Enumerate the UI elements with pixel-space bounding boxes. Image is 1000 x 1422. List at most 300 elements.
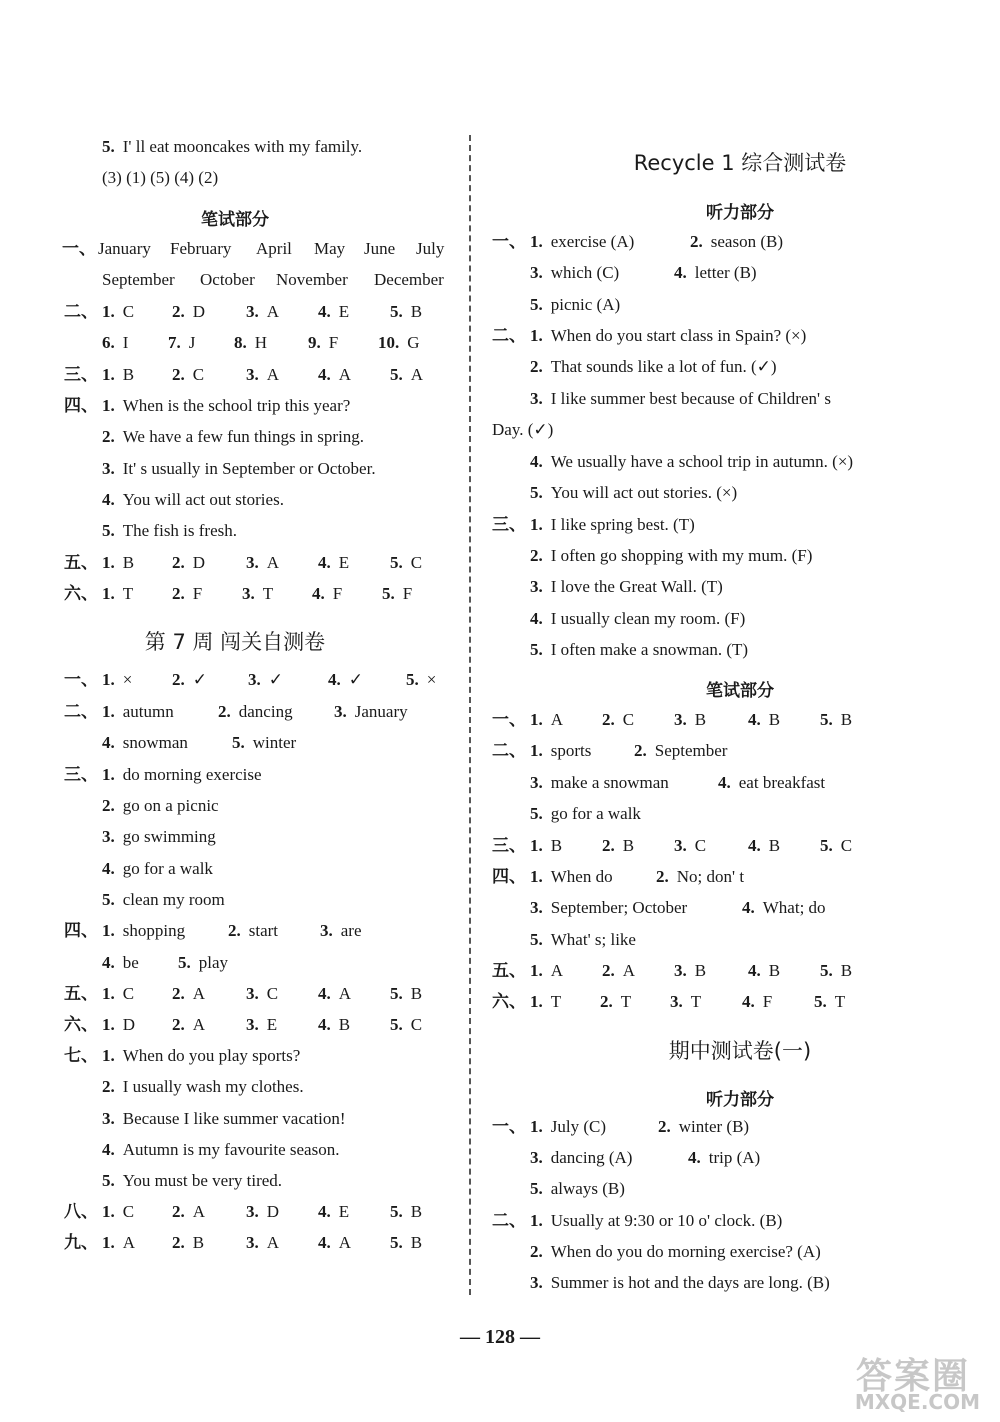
month-word: September — [102, 270, 175, 289]
item-number: 3. — [246, 365, 259, 384]
item-text: B — [768, 836, 781, 855]
answer-item — [390, 552, 422, 574]
item-number: 2. — [102, 427, 115, 446]
answer-item — [102, 332, 128, 354]
item-number: 4. — [312, 584, 325, 603]
answer-item — [530, 991, 561, 1013]
item-text: A — [550, 961, 564, 980]
item-text: T — [690, 992, 702, 1011]
item-number: 5. — [530, 483, 543, 502]
item-text: T — [620, 992, 632, 1011]
item-text: I usually wash my clothes. — [122, 1077, 304, 1096]
item-number: 1. — [530, 232, 543, 251]
answer-item — [102, 669, 132, 691]
item-number: 5. — [390, 1202, 403, 1221]
section-number: 二、 — [492, 1211, 526, 1231]
section-heading-listening: 听力部分 — [706, 203, 774, 223]
item-number: 2. — [656, 867, 669, 886]
item-number: 4. — [688, 1148, 701, 1167]
item-number: 4. — [748, 836, 761, 855]
item-number: 5. — [820, 710, 833, 729]
item-text: C — [266, 984, 279, 1003]
item-number: 1. — [530, 741, 543, 760]
item-number: 2. — [172, 553, 185, 572]
answer-item — [318, 301, 349, 323]
item-text: which (C) — [550, 263, 620, 282]
item-number: 5. — [390, 1015, 403, 1034]
item-number: 3. — [530, 773, 543, 792]
item-text: snowman — [122, 733, 188, 752]
month-word: October — [200, 270, 255, 289]
item-number: 4. — [674, 263, 687, 282]
answer-item — [530, 740, 591, 762]
answer-item — [390, 1201, 422, 1223]
answer-item — [748, 960, 780, 982]
answer-row — [492, 419, 553, 441]
item-text: B — [410, 1202, 423, 1221]
answer-item — [234, 332, 267, 354]
item-text: go for a walk — [122, 859, 213, 878]
item-number: 1. — [102, 1046, 115, 1065]
answer-item — [102, 1045, 300, 1067]
answer-item — [102, 1232, 135, 1254]
item-text: D — [122, 1015, 136, 1034]
watermark-text: 答案圈 — [855, 1356, 970, 1397]
watermark-logo — [810, 1348, 980, 1412]
item-text: E — [338, 1202, 350, 1221]
answer-item — [102, 920, 185, 942]
item-text: A — [550, 710, 564, 729]
item-text: You must be very tired. — [122, 1171, 283, 1190]
item-number: 5. — [390, 1233, 403, 1252]
item-number: 2. — [634, 741, 647, 760]
answer-item — [246, 1014, 277, 1036]
item-text: A — [192, 984, 206, 1003]
answer-item — [102, 732, 188, 754]
item-number: 1. — [102, 1202, 115, 1221]
item-number: 3. — [530, 389, 543, 408]
item-text: A — [338, 984, 352, 1003]
item-text: B — [410, 984, 423, 1003]
item-number: 4. — [718, 773, 731, 792]
item-number: 2. — [218, 702, 231, 721]
answer-item — [318, 1014, 350, 1036]
item-number: 2. — [172, 365, 185, 384]
answer-item — [178, 952, 228, 974]
answer-item — [602, 709, 634, 731]
answer-item — [246, 1232, 279, 1254]
answer-item — [102, 583, 133, 605]
item-text: That sounds like a lot of fun. (✓) — [550, 357, 777, 376]
item-number: 4. — [328, 670, 341, 689]
item-text: I love the Great Wall. (T) — [550, 577, 723, 596]
answer-item — [530, 545, 812, 567]
item-number: 4. — [318, 1015, 331, 1034]
item-number: 3. — [334, 702, 347, 721]
item-text: D — [192, 302, 206, 321]
item-text: No; don' t — [676, 867, 745, 886]
item-text: I often go shopping with my mum. (F) — [550, 546, 813, 565]
item-number: 4. — [748, 961, 761, 980]
answer-item — [228, 920, 278, 942]
section-number: 一、 — [62, 239, 96, 259]
answer-item — [670, 991, 701, 1013]
item-number: 4. — [102, 859, 115, 878]
section-number: 三、 — [492, 836, 526, 856]
item-text: When do you play sports? — [122, 1046, 301, 1065]
item-number: 2. — [172, 670, 185, 689]
section-number: 五、 — [64, 553, 98, 573]
answer-item — [530, 709, 563, 731]
item-text: I usually clean my room. (F) — [550, 609, 746, 628]
section-number: 二、 — [64, 302, 98, 322]
item-text: make a snowman — [550, 773, 669, 792]
answer-item — [530, 451, 853, 473]
section-number: 二、 — [492, 326, 526, 346]
item-text: ✓ — [268, 670, 283, 689]
item-text: You will act out stories. — [122, 490, 284, 509]
item-text: What' s; like — [550, 930, 636, 949]
answer-item — [102, 952, 139, 974]
item-text: be — [122, 953, 139, 972]
item-text: T — [122, 584, 134, 603]
item-number: 5. — [814, 992, 827, 1011]
answer-item — [102, 858, 213, 880]
item-text: G — [407, 333, 420, 352]
answer-item — [102, 826, 216, 848]
item-number: 2. — [172, 302, 185, 321]
item-text: winter — [252, 733, 297, 752]
answer-item — [242, 583, 273, 605]
answer-item — [690, 231, 783, 253]
item-number: 1. — [530, 326, 543, 345]
item-text: J — [188, 333, 196, 352]
item-number: 1. — [102, 553, 115, 572]
item-number: 5. — [390, 553, 403, 572]
answer-item — [634, 740, 727, 762]
answer-item — [318, 364, 351, 386]
item-number: 3. — [102, 459, 115, 478]
item-text: I often make a snowman. (T) — [550, 640, 749, 659]
item-number: 2. — [530, 546, 543, 565]
month-word: January — [98, 239, 151, 258]
answer-item — [600, 991, 631, 1013]
item-text: B — [122, 365, 135, 384]
answer-item — [602, 960, 635, 982]
section-number: 九、 — [64, 1233, 98, 1253]
item-number: 5. — [102, 890, 115, 909]
item-number: 4. — [530, 609, 543, 628]
section-number: 四、 — [64, 396, 98, 416]
item-text: We usually have a school trip in autumn. (×) — [550, 452, 854, 471]
item-text: January — [354, 702, 408, 721]
item-text: D — [192, 553, 206, 572]
item-text: C — [622, 710, 635, 729]
item-number: 3. — [102, 1109, 115, 1128]
answer-item — [102, 1201, 134, 1223]
answer-item — [390, 1014, 422, 1036]
answer-item — [530, 1272, 830, 1294]
item-number: 3. — [530, 1273, 543, 1292]
answer-item — [172, 983, 205, 1005]
item-text: The fish is fresh. — [122, 521, 238, 540]
item-text: You will act out stories. (×) — [550, 483, 738, 502]
page-number: — 128 — — [460, 1326, 540, 1348]
answer-item — [674, 960, 706, 982]
section-number: 一、 — [492, 232, 526, 252]
section-heading-written: 笔试部分 — [706, 681, 774, 701]
item-number: 1. — [102, 702, 115, 721]
answer-item — [102, 395, 350, 417]
item-text: F — [332, 584, 343, 603]
item-text: B — [192, 1233, 205, 1252]
answer-item — [390, 983, 422, 1005]
item-number: 2. — [600, 992, 613, 1011]
item-text: dancing — [238, 702, 293, 721]
item-number: 2. — [102, 1077, 115, 1096]
item-text: T — [834, 992, 846, 1011]
answer-item — [530, 388, 831, 410]
answer-item — [688, 1147, 760, 1169]
item-number: 5. — [102, 1171, 115, 1190]
answer-item — [530, 356, 777, 378]
answer-item — [102, 764, 262, 786]
item-text: When do — [550, 867, 613, 886]
answer-item — [530, 1116, 606, 1138]
item-text: B — [622, 836, 635, 855]
answer-item — [674, 709, 706, 731]
section-number: 三、 — [64, 365, 98, 385]
month-word: June — [364, 239, 396, 258]
item-text: B — [550, 836, 563, 855]
answer-item — [102, 458, 376, 480]
answer-item — [102, 983, 134, 1005]
section-number: 八、 — [64, 1202, 98, 1222]
item-text: winter (B) — [678, 1117, 750, 1136]
item-number: 2. — [172, 1015, 185, 1034]
answer-item — [814, 991, 845, 1013]
item-number: 4. — [102, 953, 115, 972]
item-number: 4. — [102, 490, 115, 509]
section-heading-listening: 听力部分 — [706, 1090, 774, 1110]
item-number: 5. — [530, 640, 543, 659]
item-number: 2. — [602, 836, 615, 855]
item-text: We have a few fun things in spring. — [122, 427, 365, 446]
watermark-site: MXQE.COM — [854, 1390, 980, 1414]
item-number: 5. — [530, 930, 543, 949]
item-text: C — [122, 984, 135, 1003]
item-number: 2. — [102, 796, 115, 815]
answer-item — [218, 701, 293, 723]
item-text: ✓ — [192, 670, 207, 689]
answer-item — [530, 608, 745, 630]
section-number: 四、 — [492, 867, 526, 887]
answer-item — [820, 709, 852, 731]
answer-item — [308, 332, 338, 354]
item-text: A — [192, 1015, 206, 1034]
item-number: 3. — [246, 302, 259, 321]
item-text: × — [122, 670, 133, 689]
item-text: When do you do morning exercise? (A) — [550, 1242, 821, 1261]
item-text: T — [550, 992, 562, 1011]
answer-item — [318, 552, 349, 574]
item-text: Autumn is my favourite season. — [122, 1140, 340, 1159]
answer-item — [320, 920, 362, 942]
item-text: T — [262, 584, 274, 603]
item-number: 4. — [102, 733, 115, 752]
item-text: ✓ — [348, 670, 363, 689]
item-number: 1. — [530, 867, 543, 886]
month-word: February — [170, 239, 232, 258]
item-text: A — [338, 1233, 352, 1252]
answer-item — [172, 364, 204, 386]
column-divider — [469, 135, 471, 1295]
item-text: C — [122, 302, 135, 321]
item-number: 10. — [378, 333, 400, 352]
item-text: A — [192, 1202, 206, 1221]
item-number: 3. — [102, 827, 115, 846]
answer-item — [102, 364, 134, 386]
item-number: 2. — [172, 1233, 185, 1252]
answer-item — [674, 835, 706, 857]
item-text: H — [254, 333, 268, 352]
item-number: 2. — [530, 357, 543, 376]
item-number: 3. — [530, 898, 543, 917]
week-7-title: 第 7 周 闯关自测卷 — [144, 630, 326, 654]
item-text: autumn — [122, 702, 174, 721]
item-number: 1. — [102, 1015, 115, 1034]
item-number: 5. — [530, 1179, 543, 1198]
item-text: go on a picnic — [122, 796, 219, 815]
item-text: C — [410, 553, 423, 572]
item-number: 4. — [102, 1140, 115, 1159]
item-number: 1. — [530, 961, 543, 980]
answer-item — [246, 1201, 279, 1223]
item-number: 2. — [172, 984, 185, 1003]
item-number: 8. — [234, 333, 247, 352]
answer-item — [318, 1232, 351, 1254]
item-text: F — [192, 584, 203, 603]
item-number: 5. — [102, 137, 115, 156]
item-text: F — [328, 333, 339, 352]
answer-item — [102, 1139, 339, 1161]
section-number: 二、 — [64, 702, 98, 722]
answer-item — [172, 1014, 205, 1036]
section-number: 六、 — [492, 992, 526, 1012]
item-number: 4. — [318, 1233, 331, 1252]
item-text: (3) (1) (5) (4) (2) — [102, 168, 219, 187]
answer-row — [102, 136, 362, 158]
answer-item — [748, 835, 780, 857]
item-number: 5. — [530, 295, 543, 314]
answer-item — [658, 1116, 749, 1138]
answer-item — [172, 1201, 205, 1223]
item-number: 3. — [246, 984, 259, 1003]
answer-item — [530, 294, 620, 316]
item-text: It' s usually in September or October. — [122, 459, 376, 478]
answer-item — [172, 583, 202, 605]
answer-item — [530, 325, 806, 347]
item-text: B — [410, 302, 423, 321]
item-text: always (B) — [550, 1179, 625, 1198]
section-number: 五、 — [64, 984, 98, 1004]
answer-item — [318, 983, 351, 1005]
item-text: I like spring best. (T) — [550, 515, 695, 534]
item-text: × — [426, 670, 437, 689]
answer-item — [172, 552, 205, 574]
item-number: 3. — [246, 1015, 259, 1034]
answer-item — [318, 1201, 349, 1223]
answer-item — [102, 301, 134, 323]
answer-item — [530, 639, 748, 661]
section-heading-written: 笔试部分 — [201, 210, 269, 230]
item-text: sports — [550, 741, 592, 760]
item-number: 5. — [820, 836, 833, 855]
item-number: 5. — [820, 961, 833, 980]
item-text: B — [840, 710, 853, 729]
answer-item — [382, 583, 412, 605]
answer-item — [742, 897, 826, 919]
item-number: 3. — [246, 1233, 259, 1252]
answer-item — [390, 301, 422, 323]
item-text: D — [266, 1202, 280, 1221]
answer-item — [406, 669, 436, 691]
month-word: December — [374, 270, 444, 289]
item-text: Usually at 9:30 or 10 o' clock. (B) — [550, 1211, 783, 1230]
item-text: go swimming — [122, 827, 216, 846]
item-number: 4. — [318, 553, 331, 572]
item-number: 5. — [390, 984, 403, 1003]
section-number: 一、 — [492, 710, 526, 730]
item-number: 5. — [102, 521, 115, 540]
answer-item — [530, 262, 619, 284]
item-text: F — [762, 992, 773, 1011]
answer-item — [530, 960, 563, 982]
item-text: Summer is hot and the days are long. (B) — [550, 1273, 830, 1292]
answer-item — [718, 772, 825, 794]
section-number: 六、 — [64, 584, 98, 604]
answer-item — [168, 332, 195, 354]
item-text: F — [402, 584, 413, 603]
item-text: start — [248, 921, 279, 940]
item-text: E — [338, 302, 350, 321]
answer-item — [530, 576, 723, 598]
item-text: C — [192, 365, 205, 384]
item-text: eat breakfast — [738, 773, 826, 792]
answer-item — [334, 701, 408, 723]
item-text: C — [122, 1202, 135, 1221]
item-text: I — [122, 333, 129, 352]
item-number: 7. — [168, 333, 181, 352]
answer-item — [530, 772, 669, 794]
item-text: A — [622, 961, 636, 980]
answer-item — [172, 669, 207, 691]
answer-item — [656, 866, 744, 888]
item-number: 1. — [530, 992, 543, 1011]
item-number: 5. — [232, 733, 245, 752]
item-number: 1. — [102, 302, 115, 321]
item-number: 3. — [242, 584, 255, 603]
item-text: B — [410, 1233, 423, 1252]
item-number: 1. — [102, 584, 115, 603]
item-text: do morning exercise — [122, 765, 262, 784]
answer-item — [102, 552, 134, 574]
answer-item — [820, 835, 852, 857]
month-word: November — [276, 270, 348, 289]
item-text: I like summer best because of Children' s — [550, 389, 831, 408]
item-text: When do you start class in Spain? (×) — [550, 326, 807, 345]
item-text: A — [338, 365, 352, 384]
